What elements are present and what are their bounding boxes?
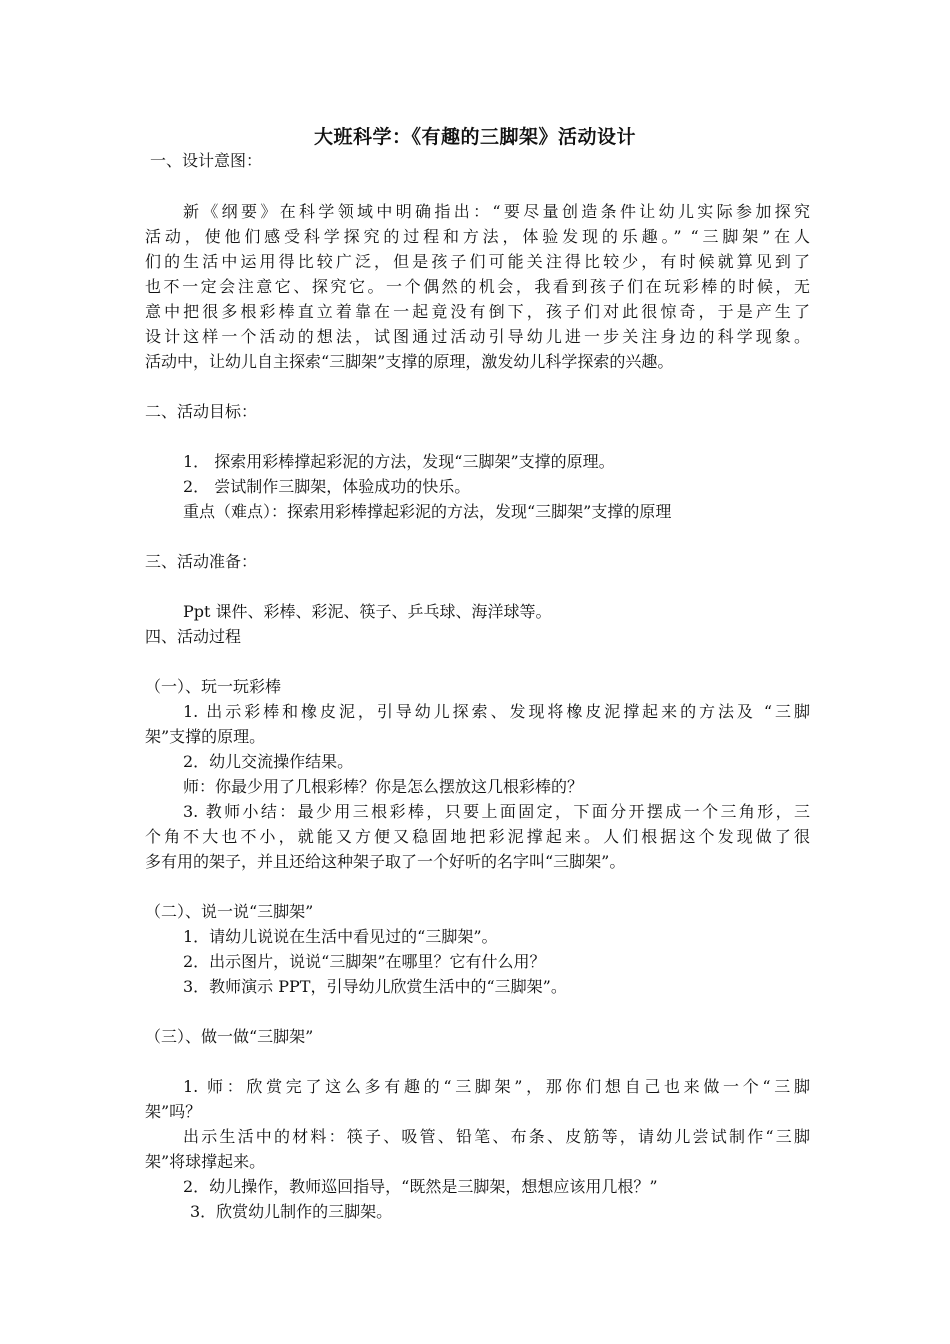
goal-item: 1． 探索用彩棒撑起彩泥的方法，发现“三脚架”支撑的原理。 xyxy=(183,452,615,471)
key-point: 重点（难点）：探索用彩棒撑起彩泥的方法，发现“三脚架”支撑的原理 xyxy=(183,502,672,521)
paragraph-line: 1. 出示彩棒和橡皮泥，引导幼儿探索、发现将橡皮泥撑起来的方法及 “三脚 xyxy=(183,702,810,721)
paragraph-line: 也不一定会注意它、探究它。一个偶然的机会，我看到孩子们在玩彩棒的时候，无 xyxy=(145,277,810,296)
paragraph-line: 1. 师：欣赏完了这么多有趣的“三脚架”，那你们想自己也来做一个“三脚 xyxy=(183,1077,810,1096)
paragraph-line: 3．欣赏幼儿制作的三脚架。 xyxy=(190,1202,393,1221)
paragraph-line: 新《纲要》在科学领域中明确指出：“要尽量创造条件让幼儿实际参加探究 xyxy=(183,202,810,221)
paragraph-line: 1．请幼儿说说在生活中看见过的“三脚架”。 xyxy=(183,927,498,946)
section-heading-goals: 二、活动目标： xyxy=(145,402,258,421)
paragraph-line: 意中把很多根彩棒直立着靠在一起竟没有倒下，孩子们对此很惊奇，于是产生了 xyxy=(145,302,810,321)
paragraph-line: 设计这样一个活动的想法，试图通过活动引导幼儿进一步关注身边的科学现象。 xyxy=(145,327,810,346)
paragraph-line: 3．教师演示 PPT，引导幼儿欣赏生活中的“三脚架”。 xyxy=(183,977,567,996)
paragraph-line: 个角不大也不小，就能又方便又稳固地把彩泥撑起来。人们根据这个发现做了很 xyxy=(145,827,810,846)
paragraph-line: 活动中，让幼儿自主探索“三脚架”支撑的原理，激发幼儿科学探索的兴趣。 xyxy=(145,352,674,371)
paragraph-line: 2．幼儿交流操作结果。 xyxy=(183,752,354,771)
section-heading-process: 四、活动过程 xyxy=(145,627,242,646)
subsection-heading: （三）、做一做“三脚架” xyxy=(145,1027,314,1046)
paragraph-line: 师：你最少用了几根彩棒？你是怎么摆放这几根彩棒的？ xyxy=(183,777,584,796)
materials-line: Ppt 课件、彩棒、彩泥、筷子、乒乓球、海洋球等。 xyxy=(183,602,552,621)
paragraph-line: 活动，使他们感受科学探究的过程和方法，体验发现的乐趣。” “三脚架”在人 xyxy=(145,227,810,246)
section-heading-design-intent: 一、设计意图： xyxy=(150,151,263,170)
paragraph-line: 3. 教师小结：最少用三根彩棒，只要上面固定，下面分开摆成一个三角形，三 xyxy=(183,802,810,821)
paragraph-line: 架”将球撑起来。 xyxy=(145,1152,266,1171)
paragraph-line: 架”吗？ xyxy=(145,1102,202,1121)
paragraph-line: 出示生活中的材料：筷子、吸管、铅笔、布条、皮筋等，请幼儿尝试制作“三脚 xyxy=(183,1127,810,1146)
subsection-heading: （二）、说一说“三脚架” xyxy=(145,902,314,921)
subsection-heading: （一）、玩一玩彩棒 xyxy=(145,677,282,696)
goal-item: 2． 尝试制作三脚架，体验成功的快乐。 xyxy=(183,477,471,496)
paragraph-line: 架”支撑的原理。 xyxy=(145,727,266,746)
paragraph-line: 2．幼儿操作，教师巡回指导，“既然是三脚架，想想应该用几根？” xyxy=(183,1177,658,1196)
paragraph-line: 多有用的架子，并且还给这种架子取了一个好听的名字叫“三脚架”。 xyxy=(145,852,626,871)
section-heading-preparation: 三、活动准备： xyxy=(145,552,258,571)
paragraph-line: 2．出示图片，说说“三脚架”在哪里？它有什么用？ xyxy=(183,952,546,971)
paragraph-line: 们的生活中运用得比较广泛，但是孩子们可能关注得比较少，有时候就算见到了 xyxy=(145,252,810,271)
document-title: 大班科学：《有趣的三脚架》活动设计 xyxy=(313,126,636,148)
